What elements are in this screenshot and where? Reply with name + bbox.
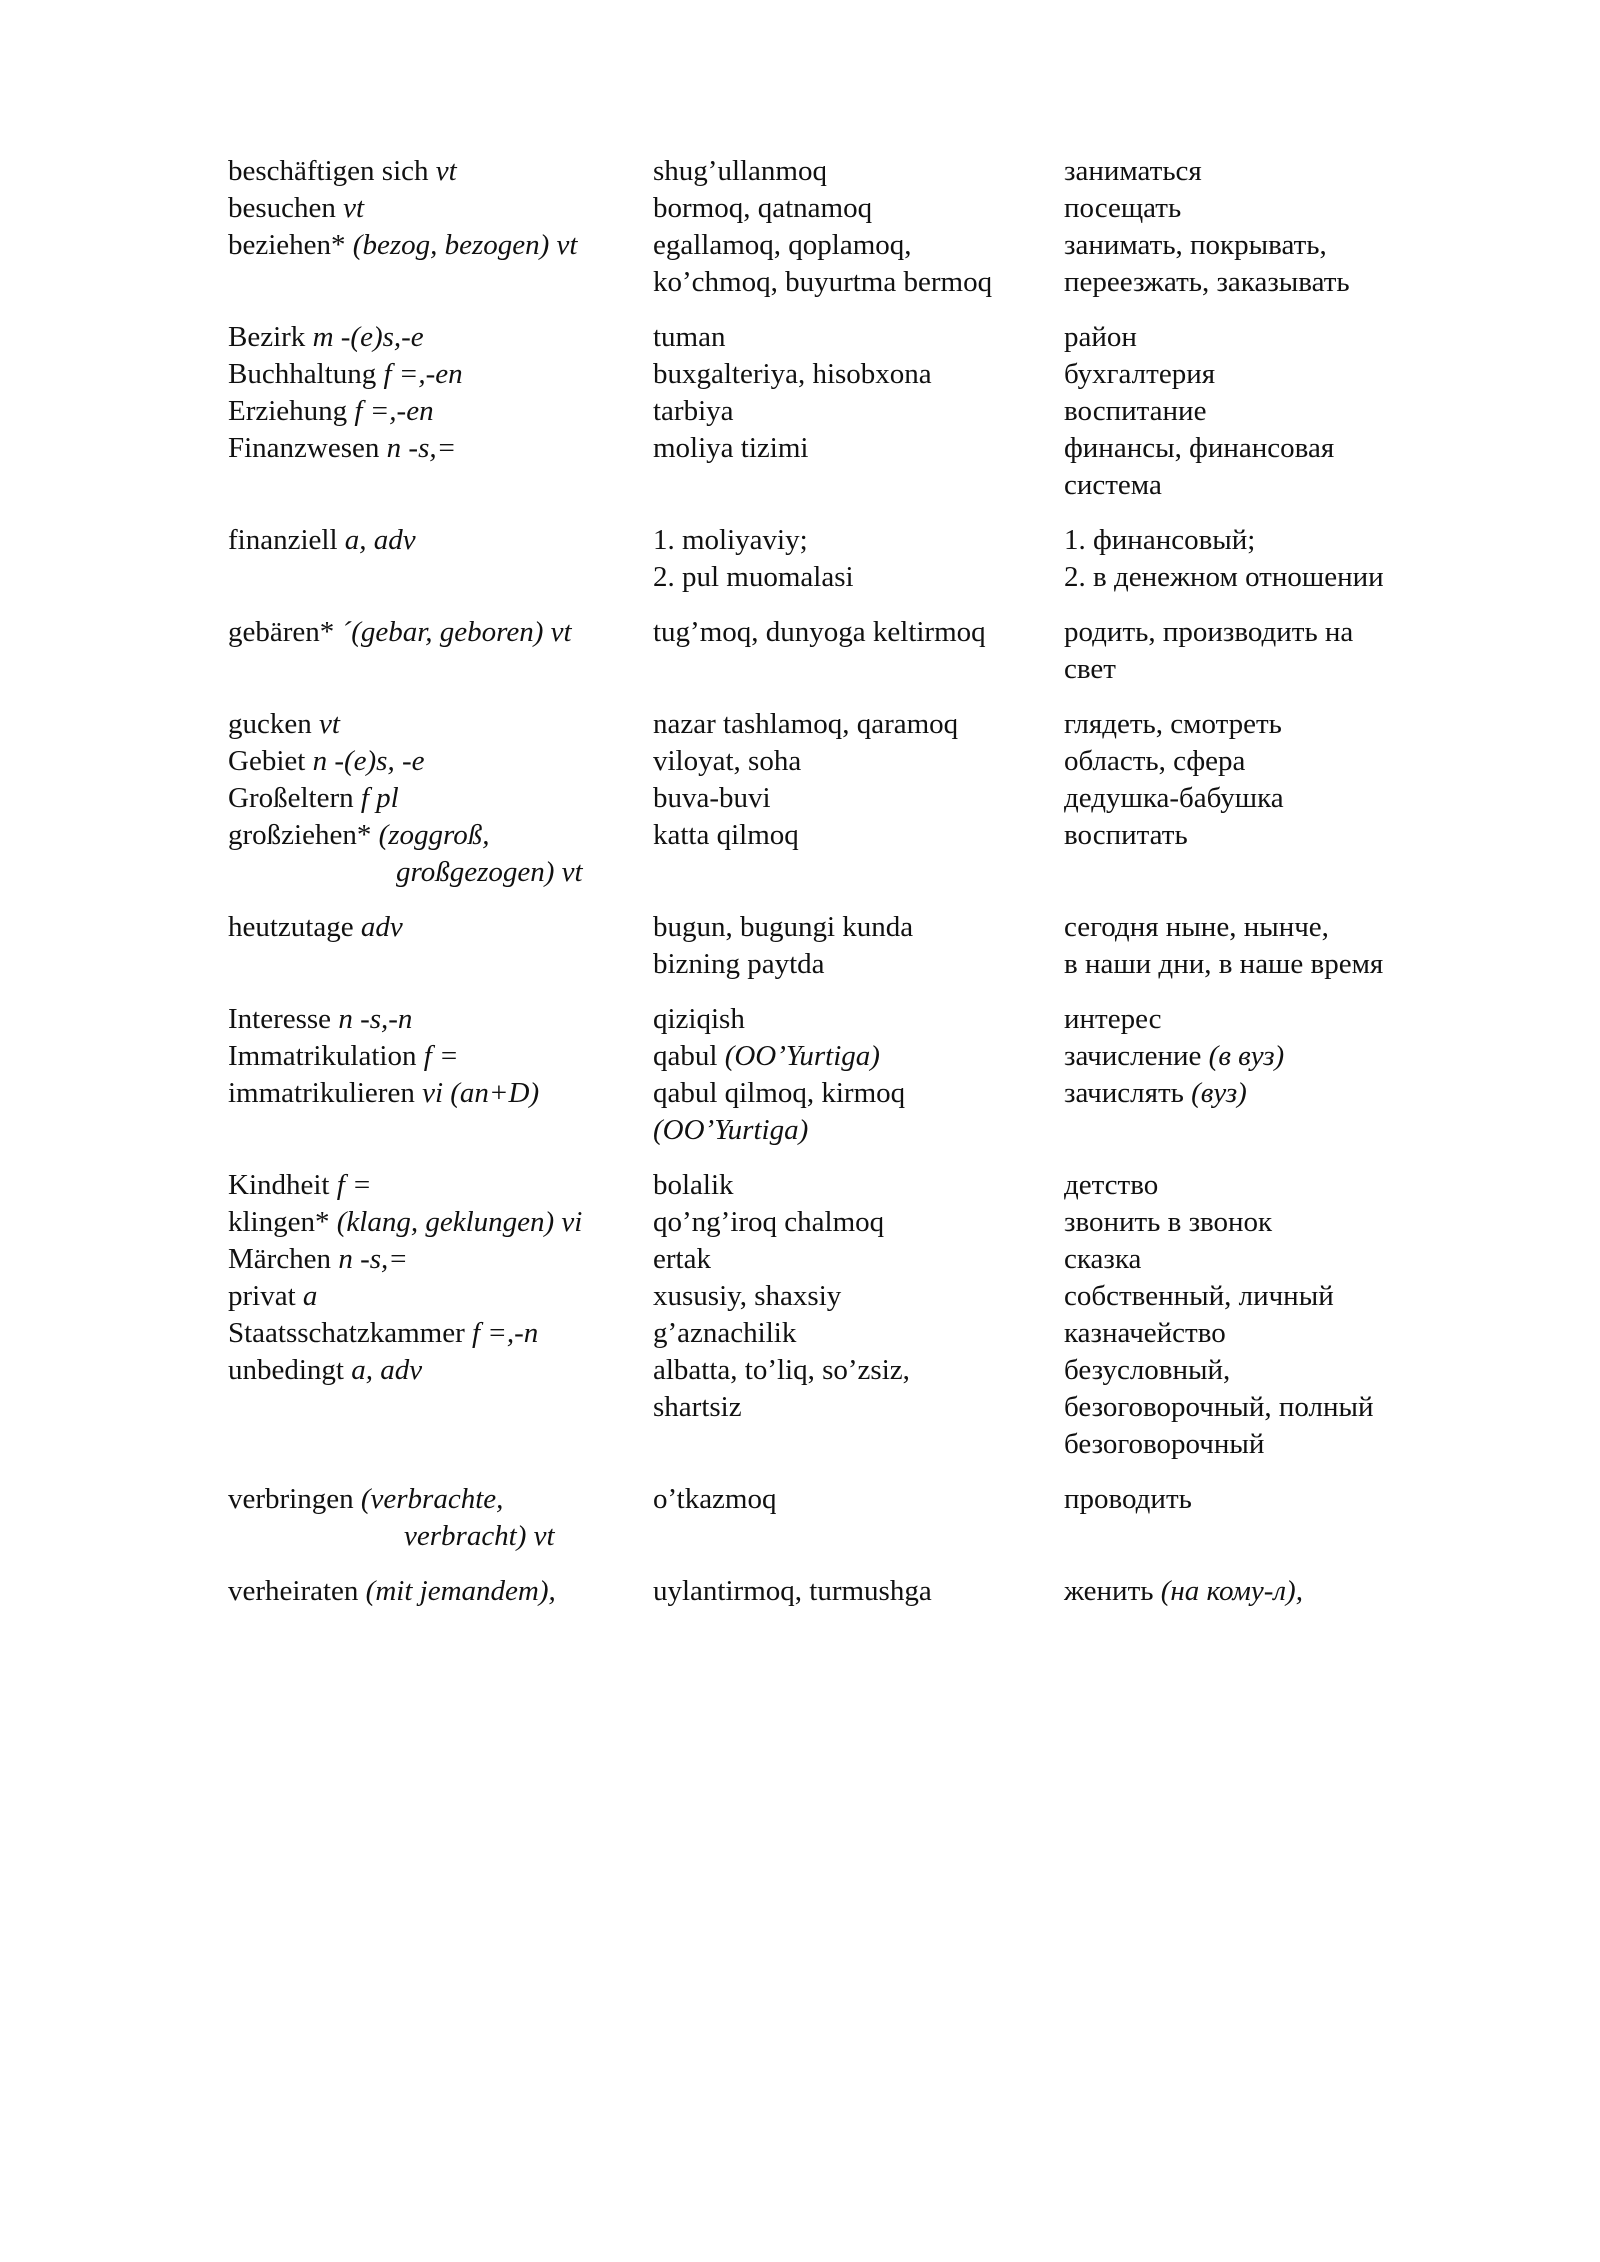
vocab-entry xyxy=(228,190,1488,227)
uzbek-translation xyxy=(653,1352,1064,1463)
headword: finanziell xyxy=(228,524,345,556)
translation-text: занимать, покрывать, xyxy=(1064,229,1327,261)
headword: verheiraten xyxy=(228,1575,366,1607)
russian-translation xyxy=(1064,780,1488,817)
vocab-entry xyxy=(228,1315,1488,1352)
headword: klingen* xyxy=(228,1206,337,1238)
uzbek-translation xyxy=(653,909,1064,983)
uzbek-translation xyxy=(653,1204,1064,1241)
uzbek-translation xyxy=(653,706,1064,743)
vocab-entry xyxy=(228,393,1488,430)
translation-text: интерес xyxy=(1064,1003,1162,1035)
russian-translation xyxy=(1064,909,1488,983)
translation-text: воспитать xyxy=(1064,819,1188,851)
translation-text: bugun, bugungi kunda xyxy=(653,911,914,943)
uzbek-translation xyxy=(653,1241,1064,1278)
german-term xyxy=(228,356,653,393)
russian-translation xyxy=(1064,1278,1488,1315)
grammar-note-continuation: verbracht) vt xyxy=(404,1520,555,1552)
headword: beziehen* xyxy=(228,229,353,261)
grammar-note: f = xyxy=(423,1040,459,1072)
grammar-note: (klang, geklungen) vi xyxy=(336,1206,583,1238)
grammar-note: f =,-n xyxy=(472,1317,539,1349)
uzbek-translation xyxy=(653,393,1064,430)
german-term xyxy=(228,319,653,356)
uzbek-translation xyxy=(653,227,1064,301)
headword: heutzutage xyxy=(228,911,361,943)
vocab-entry xyxy=(228,1204,1488,1241)
translation-text: uylantirmoq, turmushga xyxy=(653,1575,932,1607)
usage-note: (OO’Yurtiga) xyxy=(724,1040,880,1072)
grammar-note: vt xyxy=(343,192,365,224)
translation-text: viloyat, soha xyxy=(653,745,802,777)
russian-translation xyxy=(1064,706,1488,743)
headword: gucken xyxy=(228,708,319,740)
uzbek-translation xyxy=(653,1481,1064,1555)
translation-text: shug’ullanmoq xyxy=(653,155,827,187)
uzbek-translation xyxy=(653,1573,1064,1610)
translation-text: родить, производить на xyxy=(1064,616,1354,648)
vocab-entry xyxy=(228,1038,1488,1075)
usage-note: (вуз) xyxy=(1191,1077,1247,1109)
german-term xyxy=(228,1075,653,1149)
vocab-entry xyxy=(228,153,1488,190)
translation-text: g’aznachilik xyxy=(653,1317,797,1349)
grammar-note: vi (an+D) xyxy=(422,1077,540,1109)
german-term xyxy=(228,1573,653,1610)
vocab-entry xyxy=(228,1075,1488,1149)
vocab-entry xyxy=(228,319,1488,356)
translation-text: buxgalteriya, hisobxona xyxy=(653,358,932,390)
russian-translation xyxy=(1064,1315,1488,1352)
grammar-note-continuation: großgezogen) vt xyxy=(396,856,583,888)
translation-text: безоговорочный, полный xyxy=(1064,1391,1374,1423)
headword: großziehen* xyxy=(228,819,379,851)
german-term xyxy=(228,817,653,891)
headword: Kindheit xyxy=(228,1169,337,1201)
vocab-entry xyxy=(228,780,1488,817)
german-term xyxy=(228,227,653,301)
german-term xyxy=(228,1038,653,1075)
translation-text: bizning paytda xyxy=(653,948,825,980)
translation-text: проводить xyxy=(1064,1483,1192,1515)
translation-text: albatta, to’liq, so’zsiz, xyxy=(653,1354,910,1386)
translation-text: qabul qilmoq, kirmoq xyxy=(653,1077,906,1109)
russian-translation xyxy=(1064,1573,1488,1610)
vocab-entry xyxy=(228,909,1488,983)
german-term xyxy=(228,743,653,780)
headword: Gebiet xyxy=(228,745,313,777)
headword: Märchen xyxy=(228,1243,339,1275)
vocab-entry xyxy=(228,1241,1488,1278)
russian-translation xyxy=(1064,190,1488,227)
translation-text: свет xyxy=(1064,653,1116,685)
german-term xyxy=(228,1241,653,1278)
russian-translation xyxy=(1064,743,1488,780)
russian-translation xyxy=(1064,1481,1488,1555)
german-term xyxy=(228,1352,653,1463)
german-term xyxy=(228,1481,653,1555)
translation-text: nazar tashlamoq, qaramoq xyxy=(653,708,959,740)
german-term xyxy=(228,1001,653,1038)
german-term xyxy=(228,706,653,743)
translation-text: в наши дни, в наше время xyxy=(1064,948,1384,980)
translation-text: shartsiz xyxy=(653,1391,742,1423)
uzbek-translation xyxy=(653,1001,1064,1038)
grammar-note: f pl xyxy=(360,782,399,814)
uzbek-translation xyxy=(653,522,1064,596)
grammar-note: a, adv xyxy=(351,1354,423,1386)
translation-text: xususiy, shaxsiy xyxy=(653,1280,842,1312)
vocab-entry xyxy=(228,614,1488,688)
translation-text: бухгалтерия xyxy=(1064,358,1216,390)
translation-text: женить xyxy=(1064,1575,1161,1607)
russian-translation xyxy=(1064,522,1488,596)
vocab-entry xyxy=(228,1167,1488,1204)
uzbek-translation xyxy=(653,1315,1064,1352)
vocab-entry xyxy=(228,430,1488,504)
russian-translation xyxy=(1064,1352,1488,1463)
russian-translation xyxy=(1064,1204,1488,1241)
uzbek-translation xyxy=(653,1038,1064,1075)
usage-note: (на кому-л), xyxy=(1160,1575,1303,1607)
uzbek-translation xyxy=(653,356,1064,393)
uzbek-translation xyxy=(653,817,1064,891)
uzbek-translation xyxy=(653,153,1064,190)
translation-text: безоговорочный xyxy=(1064,1428,1265,1460)
translation-text: посещать xyxy=(1064,192,1182,224)
russian-translation xyxy=(1064,1075,1488,1149)
russian-translation xyxy=(1064,1167,1488,1204)
headword: Buchhaltung xyxy=(228,358,384,390)
german-term xyxy=(228,393,653,430)
translation-text: tug’moq, dunyoga keltirmoq xyxy=(653,616,986,648)
german-term xyxy=(228,522,653,596)
uzbek-translation xyxy=(653,430,1064,504)
vocab-entry xyxy=(228,356,1488,393)
translation-text: tuman xyxy=(653,321,726,353)
grammar-note: f = xyxy=(336,1169,372,1201)
vocab-entry xyxy=(228,1278,1488,1315)
russian-translation xyxy=(1064,817,1488,891)
headword: Immatrikulation xyxy=(228,1040,424,1072)
grammar-note: n -s,= xyxy=(338,1243,408,1275)
translation-text: воспитание xyxy=(1064,395,1207,427)
headword: Finanzwesen xyxy=(228,432,387,464)
grammar-note: (mit jemandem), xyxy=(365,1575,556,1607)
grammar-note: f =,-en xyxy=(354,395,434,427)
german-term xyxy=(228,1167,653,1204)
uzbek-translation xyxy=(653,1075,1064,1149)
translation-text: безусловный, xyxy=(1064,1354,1231,1386)
grammar-note: (verbrachte, xyxy=(360,1483,504,1515)
german-term xyxy=(228,1204,653,1241)
headword: privat xyxy=(228,1280,303,1312)
translation-text: казначейство xyxy=(1064,1317,1226,1349)
russian-translation xyxy=(1064,393,1488,430)
grammar-note: vt xyxy=(319,708,340,740)
uzbek-translation xyxy=(653,743,1064,780)
translation-text: детство xyxy=(1064,1169,1159,1201)
translation-text: глядеть, смотреть xyxy=(1064,708,1282,740)
headword: besuchen xyxy=(228,192,344,224)
russian-translation xyxy=(1064,227,1488,301)
translation-text: ertak xyxy=(653,1243,711,1275)
grammar-note: n -(e)s, -e xyxy=(312,745,425,777)
russian-translation xyxy=(1064,614,1488,688)
translation-text: katta qilmoq xyxy=(653,819,799,851)
translation-text: egallamoq, qoplamoq, xyxy=(653,229,912,261)
headword: Interesse xyxy=(228,1003,339,1035)
translation-text: bormoq, qatnamoq xyxy=(653,192,873,224)
vocab-entry xyxy=(228,1352,1488,1463)
uzbek-translation xyxy=(653,319,1064,356)
vocab-entry xyxy=(228,1001,1488,1038)
vocab-entry xyxy=(228,227,1488,301)
headword: verbringen xyxy=(228,1483,361,1515)
german-term xyxy=(228,614,653,688)
german-term xyxy=(228,1315,653,1352)
headword: Erziehung xyxy=(228,395,355,427)
translation-text: зачисление xyxy=(1064,1040,1209,1072)
vocab-entry xyxy=(228,1573,1488,1610)
russian-translation xyxy=(1064,356,1488,393)
grammar-note: adv xyxy=(360,911,403,943)
usage-note: (в вуз) xyxy=(1208,1040,1285,1072)
uzbek-translation xyxy=(653,780,1064,817)
headword: unbedingt xyxy=(228,1354,352,1386)
uzbek-translation xyxy=(653,1167,1064,1204)
grammar-note: n -s,-n xyxy=(338,1003,413,1035)
translation-text: сказка xyxy=(1064,1243,1142,1275)
headword: Bezirk xyxy=(228,321,313,353)
grammar-note: m -(e)s,-e xyxy=(312,321,424,353)
translation-text: qiziqish xyxy=(653,1003,745,1035)
uzbek-translation xyxy=(653,614,1064,688)
translation-text: 1. финансовый; xyxy=(1064,524,1256,556)
translation-text: дедушка-бабушка xyxy=(1064,782,1284,814)
grammar-note: a xyxy=(302,1280,318,1312)
translation-text: ko’chmoq, buyurtma bermoq xyxy=(653,266,993,298)
russian-translation xyxy=(1064,430,1488,504)
grammar-note: (bezog, bezogen) vt xyxy=(352,229,578,261)
headword: immatrikulieren xyxy=(228,1077,423,1109)
headword: Staatsschatzkammer xyxy=(228,1317,472,1349)
grammar-note: vt xyxy=(435,155,457,187)
russian-translation xyxy=(1064,153,1488,190)
translation-text: bolalik xyxy=(653,1169,734,1201)
vocab-entry xyxy=(228,522,1488,596)
uzbek-translation xyxy=(653,1278,1064,1315)
german-term xyxy=(228,780,653,817)
grammar-note: (zoggroß, xyxy=(378,819,490,851)
translation-text: tarbiya xyxy=(653,395,734,427)
translation-text: сегодня ныне, нынче, xyxy=(1064,911,1329,943)
translation-text: система xyxy=(1064,469,1162,501)
translation-text: зачислять xyxy=(1064,1077,1192,1109)
uzbek-translation xyxy=(653,190,1064,227)
vocab-entry xyxy=(228,817,1488,891)
translation-text: qabul xyxy=(653,1040,725,1072)
russian-translation xyxy=(1064,319,1488,356)
translation-text: звонить в звонок xyxy=(1064,1206,1273,1238)
headword: gebären* xyxy=(228,616,342,648)
translation-text: финансы, финансовая xyxy=(1064,432,1335,464)
vocab-entry xyxy=(228,1481,1488,1555)
translation-text: 2. в денежном отношении xyxy=(1064,561,1384,593)
russian-translation xyxy=(1064,1038,1488,1075)
russian-translation xyxy=(1064,1241,1488,1278)
vocab-entry xyxy=(228,743,1488,780)
translation-text: переезжать, заказывать xyxy=(1064,266,1350,298)
translation-text: 1. moliyaviy; xyxy=(653,524,808,556)
grammar-note: ´(gebar, geboren) vt xyxy=(341,616,572,648)
grammar-note: n -s,= xyxy=(386,432,457,464)
translation-text: область, сфера xyxy=(1064,745,1246,777)
german-term xyxy=(228,430,653,504)
german-term xyxy=(228,153,653,190)
vocabulary-list xyxy=(228,153,1488,1610)
vocab-entry xyxy=(228,706,1488,743)
translation-text: qo’ng’iroq chalmoq xyxy=(653,1206,885,1238)
german-term xyxy=(228,1278,653,1315)
translation-text: buva-buvi xyxy=(653,782,771,814)
translation-text: 2. pul muomalasi xyxy=(653,561,854,593)
german-term xyxy=(228,909,653,983)
german-term xyxy=(228,190,653,227)
translation-text: moliya tizimi xyxy=(653,432,809,464)
grammar-note: f =,-en xyxy=(383,358,463,390)
grammar-note: a, adv xyxy=(344,524,416,556)
translation-text: собственный, личный xyxy=(1064,1280,1334,1312)
headword: beschäftigen sich xyxy=(228,155,436,187)
usage-note: (OO’Yurtiga) xyxy=(653,1114,809,1146)
translation-text: район xyxy=(1064,321,1137,353)
headword: Großeltern xyxy=(228,782,361,814)
translation-text: заниматься xyxy=(1064,155,1202,187)
translation-text: o’tkazmoq xyxy=(653,1483,777,1515)
russian-translation xyxy=(1064,1001,1488,1038)
